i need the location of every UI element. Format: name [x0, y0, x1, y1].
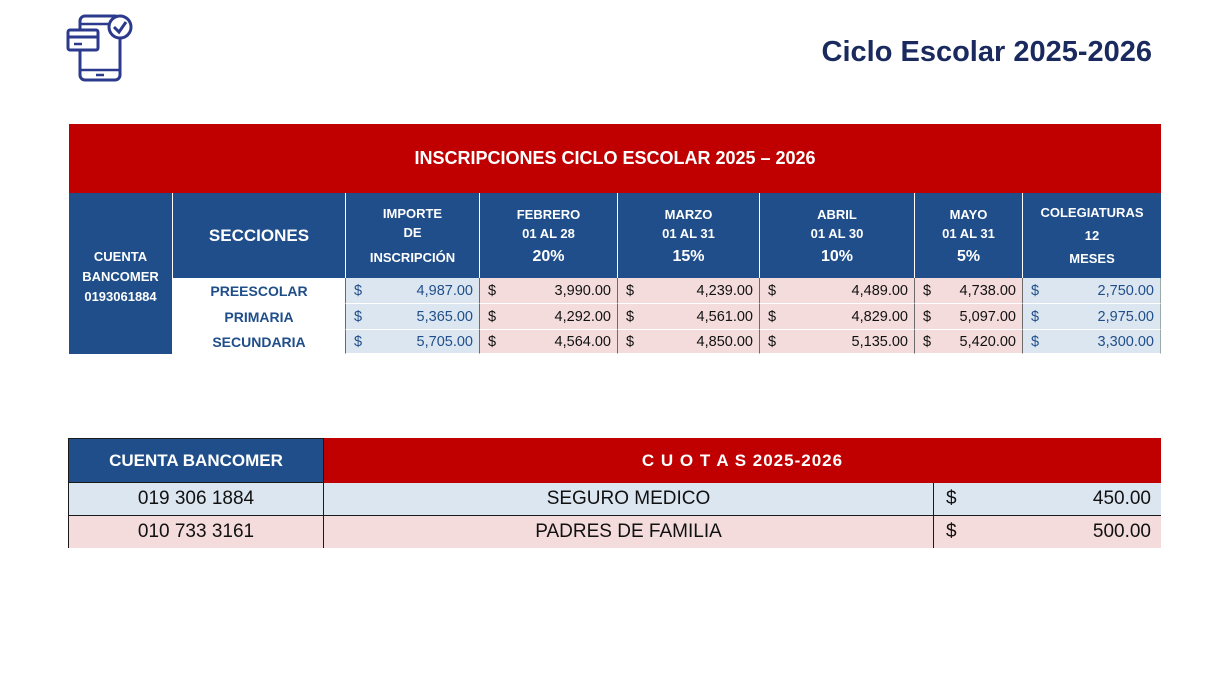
amount: 500.00 [1092, 521, 1151, 542]
header-importe-l1: IMPORTE [382, 206, 443, 221]
amount: 4,987.00 [416, 282, 473, 299]
header-febrero [479, 193, 617, 278]
currency-sign: $ [1031, 333, 1040, 350]
amount: 2,750.00 [1097, 282, 1154, 299]
header-marzo-l2: 01 AL 31 [662, 226, 715, 241]
amount: 450.00 [1092, 488, 1151, 509]
mayo-cell [914, 330, 1022, 354]
importe-cell [345, 330, 479, 354]
currency-sign: $ [488, 282, 497, 299]
inscripciones-table [69, 124, 1161, 354]
febrero-cell [479, 278, 617, 304]
header-abril-l1: ABRIL [817, 207, 857, 222]
header-colegiaturas-l2: 12 [1084, 228, 1100, 243]
amount: 5,365.00 [416, 308, 473, 325]
page-title: Ciclo Escolar 2025-2026 [821, 36, 1152, 68]
marzo-cell [617, 278, 759, 304]
account-label-1: CUENTA [93, 248, 148, 264]
inscripciones-banner: INSCRIPCIONES CICLO ESCOLAR 2025 – 2026 [69, 124, 1161, 193]
header-importe [345, 193, 479, 278]
header-secciones-label: SECCIONES [208, 226, 310, 245]
header-febrero-l2: 01 AL 28 [522, 226, 575, 241]
currency-sign: $ [768, 282, 777, 299]
amount: 4,850.00 [696, 333, 753, 350]
cuota-account: 010 733 3161 [68, 516, 324, 548]
header-abril-l3: 10% [820, 248, 854, 265]
header-marzo-l1: MARZO [664, 207, 713, 222]
marzo-cell [617, 304, 759, 330]
currency-sign: $ [354, 308, 363, 325]
header-abril-l2: 01 AL 30 [810, 226, 864, 241]
section-name-primaria: PRIMARIA [172, 304, 345, 330]
amount: 3,990.00 [554, 282, 611, 299]
marzo-cell [617, 330, 759, 354]
febrero-cell [479, 304, 617, 330]
amount: 5,135.00 [851, 333, 908, 350]
amount: 4,829.00 [851, 308, 908, 325]
header-abril [759, 193, 914, 278]
header-importe-l2: DE [403, 225, 422, 240]
febrero-cell [479, 330, 617, 354]
currency-sign: $ [488, 333, 497, 350]
mayo-cell [914, 278, 1022, 304]
header-colegiaturas [1022, 193, 1161, 278]
currency-sign: $ [946, 521, 957, 542]
cuenta-bancomer-header: CUENTA BANCOMER [68, 438, 324, 483]
account-label-2: BANCOMER [82, 268, 159, 284]
amount: 3,300.00 [1097, 333, 1154, 350]
abril-cell [759, 278, 914, 304]
abril-cell [759, 330, 914, 354]
cuotas-title: C U O T A S 2025-2026 [324, 438, 1161, 483]
currency-sign: $ [923, 282, 932, 299]
header-mayo [914, 193, 1022, 278]
currency-sign: $ [1031, 308, 1040, 325]
currency-sign: $ [946, 488, 957, 509]
amount: 4,564.00 [554, 333, 611, 350]
header-mayo-l2: 01 AL 31 [942, 226, 995, 241]
header-marzo [617, 193, 759, 278]
cuenta-bancomer-cell [69, 193, 172, 354]
importe-cell [345, 304, 479, 330]
currency-sign: $ [1031, 282, 1040, 299]
amount: 5,097.00 [959, 308, 1016, 325]
cuota-concept: PADRES DE FAMILIA [324, 516, 934, 548]
amount: 4,489.00 [851, 282, 908, 299]
currency-sign: $ [354, 333, 363, 350]
currency-sign: $ [768, 308, 777, 325]
importe-cell [345, 278, 479, 304]
cuotas-table [68, 438, 1161, 548]
section-name-secundaria: SECUNDARIA [172, 330, 345, 354]
mayo-cell [914, 304, 1022, 330]
amount: 5,420.00 [959, 333, 1016, 350]
amount: 4,292.00 [554, 308, 611, 325]
header-mayo-l1: MAYO [949, 207, 988, 222]
colegiatura-cell [1022, 330, 1161, 354]
cuota-row [68, 483, 1161, 516]
header-secciones [172, 193, 345, 278]
cuota-amount [934, 516, 1161, 548]
cuota-row [68, 516, 1161, 548]
colegiatura-cell [1022, 278, 1161, 304]
currency-sign: $ [354, 282, 363, 299]
amount: 4,561.00 [696, 308, 753, 325]
currency-sign: $ [626, 282, 635, 299]
currency-sign: $ [626, 333, 635, 350]
account-number: 0193061884 [84, 288, 157, 304]
currency-sign: $ [488, 308, 497, 325]
amount: 4,738.00 [959, 282, 1016, 299]
header-importe-l3: INSCRIPCIÓN [369, 250, 456, 265]
header-marzo-l3: 15% [672, 248, 705, 265]
currency-sign: $ [626, 308, 635, 325]
mobile-payment-icon [66, 12, 134, 82]
abril-cell [759, 304, 914, 330]
cuota-amount [934, 483, 1161, 515]
header-febrero-l3: 20% [532, 248, 565, 265]
cuota-account: 019 306 1884 [68, 483, 324, 515]
currency-sign: $ [923, 308, 932, 325]
section-name-preescolar: PREESCOLAR [172, 278, 345, 304]
cuota-concept: SEGURO MEDICO [324, 483, 934, 515]
amount: 4,239.00 [696, 282, 753, 299]
colegiatura-cell [1022, 304, 1161, 330]
amount: 5,705.00 [416, 333, 473, 350]
header-mayo-l3: 5% [956, 248, 981, 265]
header-colegiaturas-l1: COLEGIATURAS [1040, 205, 1144, 220]
header-colegiaturas-l3: MESES [1069, 251, 1115, 266]
currency-sign: $ [923, 333, 932, 350]
header-febrero-l1: FEBRERO [516, 207, 581, 222]
amount: 2,975.00 [1097, 308, 1154, 325]
currency-sign: $ [768, 333, 777, 350]
